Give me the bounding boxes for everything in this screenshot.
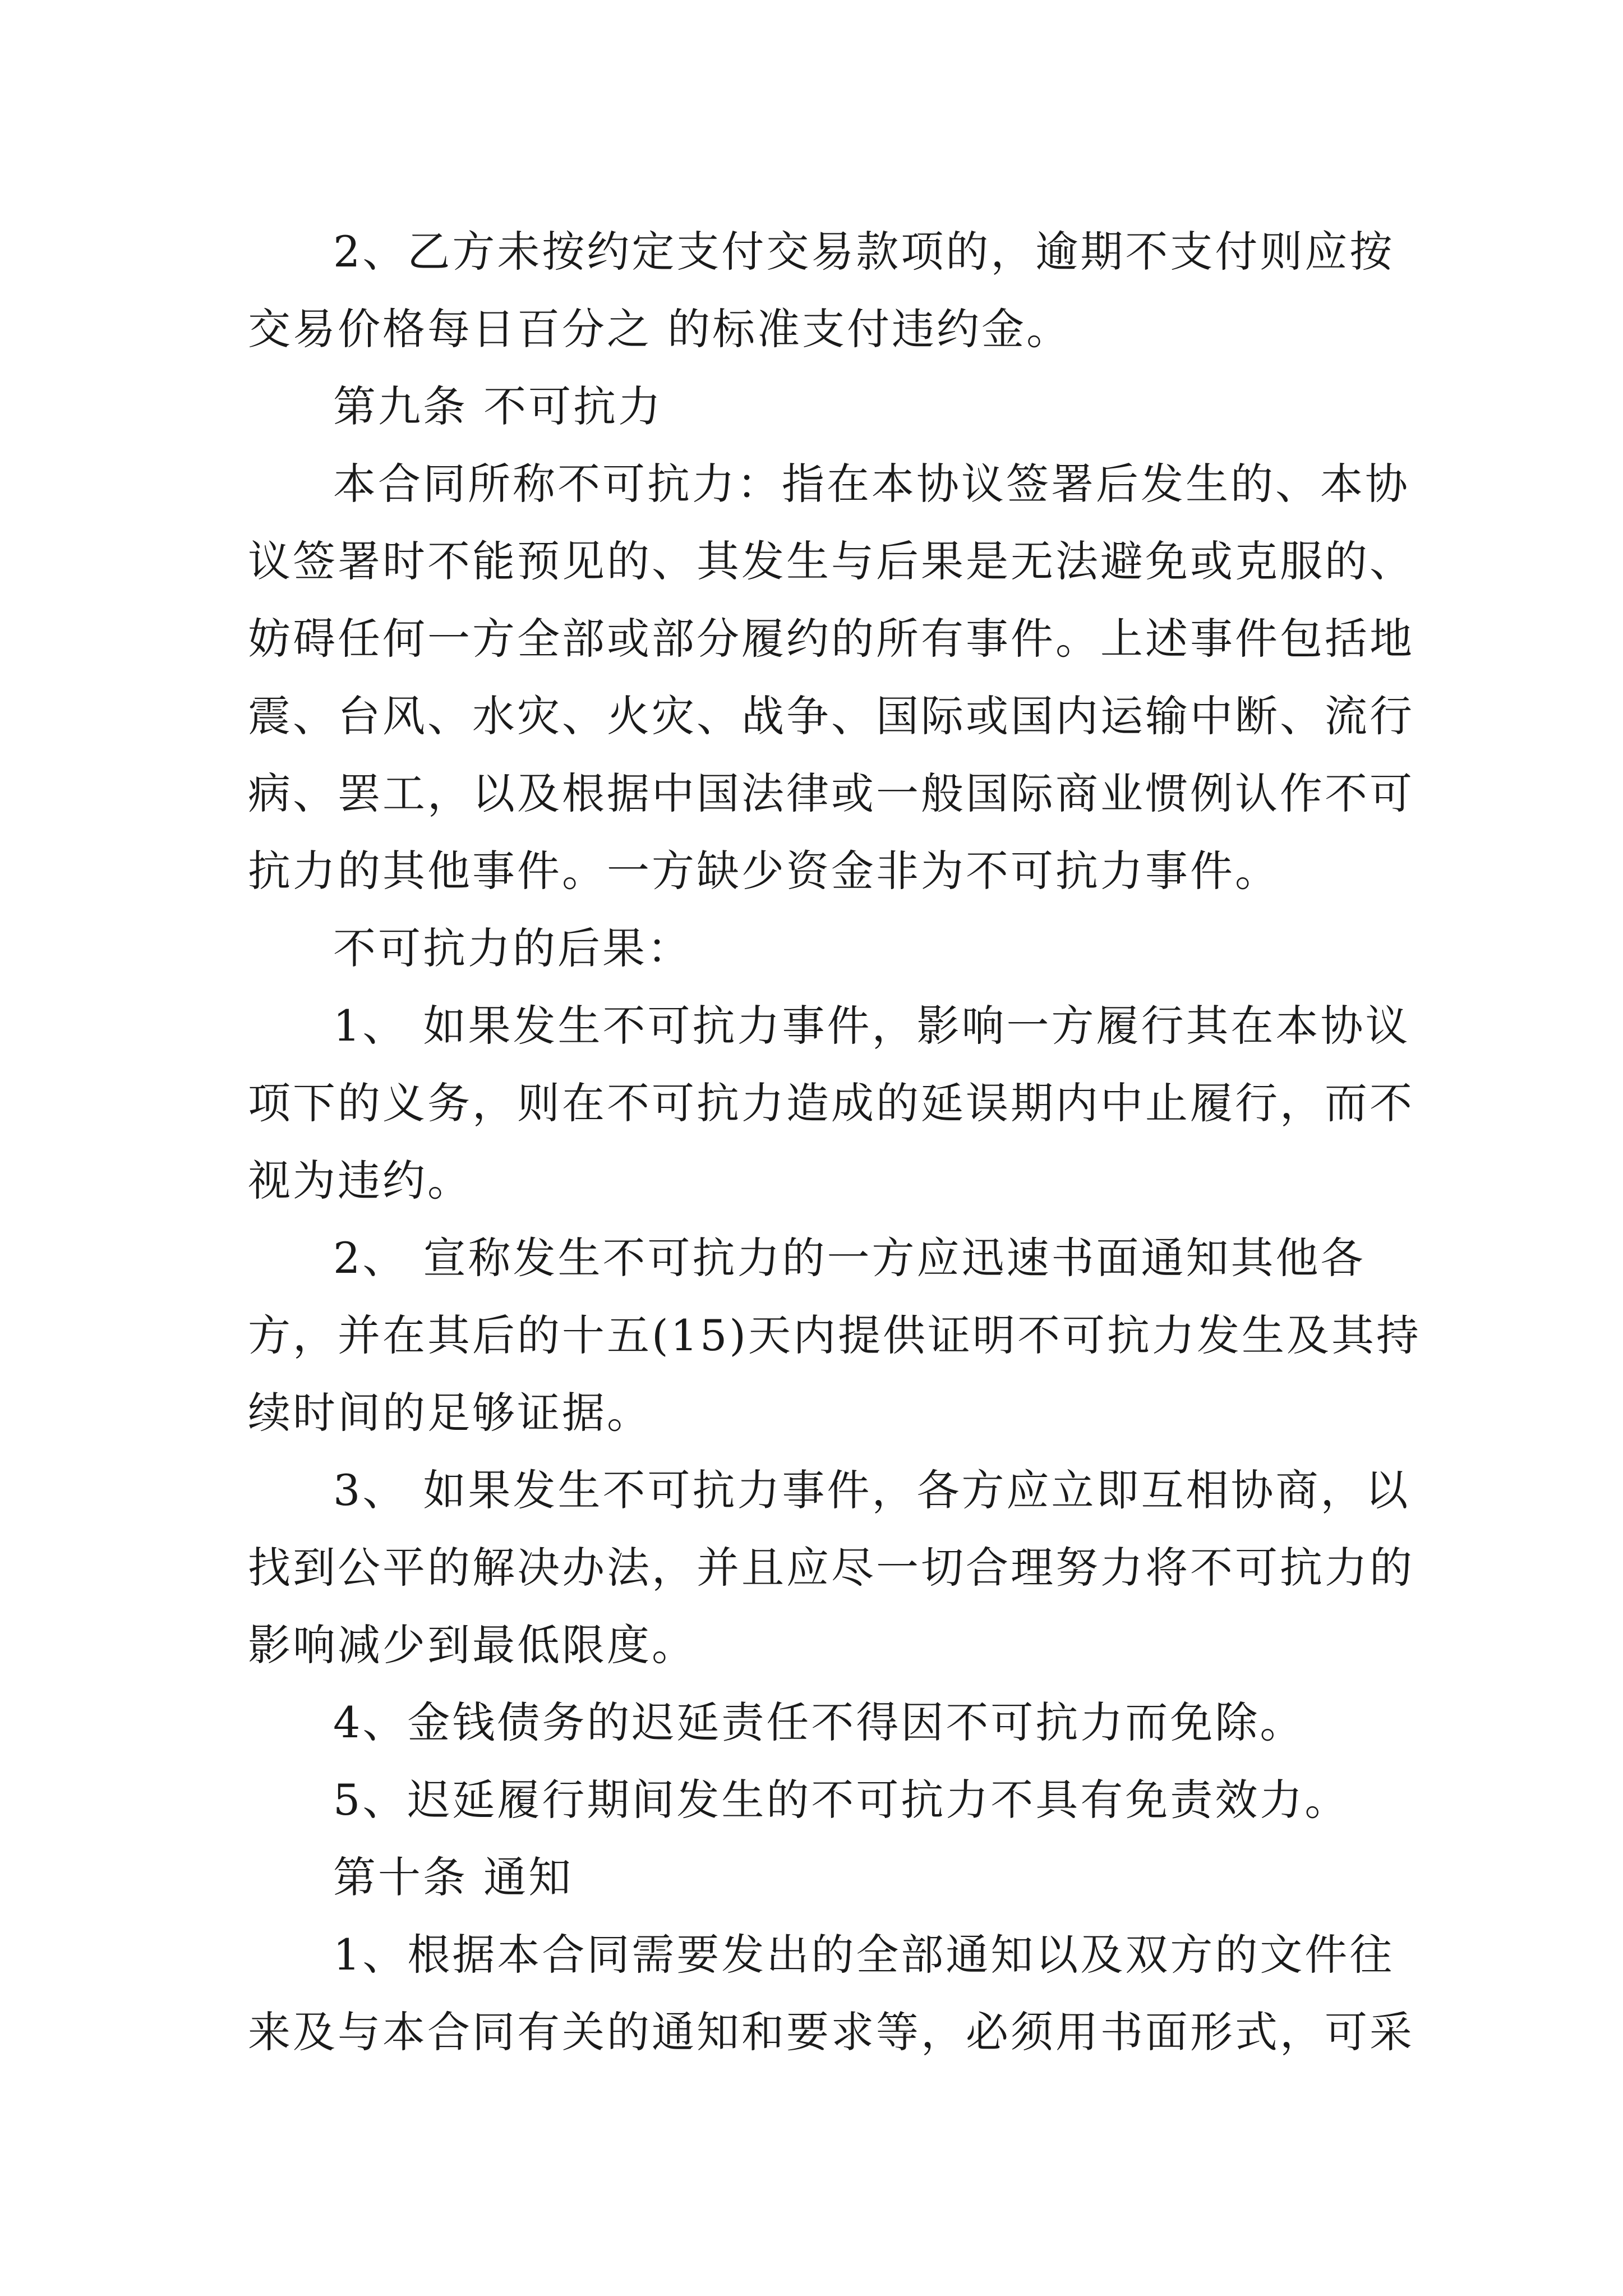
paragraph-line: 续时间的足够证据。 (248, 1388, 652, 1438)
paragraph-line: 4、金钱债务的迟延责任不得因不可抗力而免除。 (333, 1697, 1305, 1747)
paragraph-line: 找到公平的解决办法，并且应尽一切合理努力将不可抗力的 (248, 1543, 1414, 1593)
paragraph-line: 2、 宣称发生不可抗力的一方应迅速书面通知其他各 (333, 1233, 1366, 1283)
paragraph-line: 1、 如果发生不可抗力事件，影响一方履行其在本协议 (333, 1001, 1410, 1051)
paragraph-line: 3、 如果发生不可抗力事件，各方应立即互相协商，以 (333, 1465, 1410, 1515)
paragraph-line: 不可抗力的后果： (333, 923, 692, 973)
paragraph-line: 议签署时不能预见的、其发生与后果是无法避免或克服的、 (248, 536, 1414, 586)
paragraph-line: 本合同所称不可抗力：指在本协议签署后发生的、本协 (333, 459, 1410, 509)
paragraph-line: 视为违约。 (248, 1156, 472, 1205)
paragraph-line: 项下的义务，则在不可抗力造成的延误期内中止履行，而不 (248, 1078, 1414, 1128)
paragraph-line: 病、罢工，以及根据中国法律或一般国际商业惯例认作不可 (248, 769, 1414, 818)
paragraph-line: 5、迟延履行期间发生的不可抗力不具有免责效力。 (333, 1775, 1350, 1825)
article-heading: 第十条 通知 (333, 1852, 574, 1902)
paragraph-line: 方，并在其后的十五(15)天内提供证明不可抗力发生及其持 (248, 1310, 1422, 1360)
paragraph-line: 震、台风、水灾、火灾、战争、国际或国内运输中断、流行 (248, 691, 1414, 741)
paragraph-line: 影响减少到最低限度。 (248, 1620, 697, 1670)
article-heading: 第九条 不可抗力 (333, 381, 663, 431)
paragraph-line: 来及与本合同有关的通知和要求等，必须用书面形式，可采 (248, 2007, 1414, 2057)
paragraph-line: 1、根据本合同需要发出的全部通知以及双方的文件往 (333, 1930, 1395, 1980)
paragraph-line: 妨碍任何一方全部或部分履约的所有事件。上述事件包括地 (248, 614, 1414, 664)
paragraph-line: 2、乙方未按约定支付交易款项的，逾期不支付则应按 (333, 227, 1395, 277)
paragraph-line: 抗力的其他事件。一方缺少资金非为不可抗力事件。 (248, 846, 1280, 896)
document-body (248, 213, 1422, 2071)
paragraph-line: 交易价格每日百分之 的标准支付违约金。 (248, 304, 1072, 354)
